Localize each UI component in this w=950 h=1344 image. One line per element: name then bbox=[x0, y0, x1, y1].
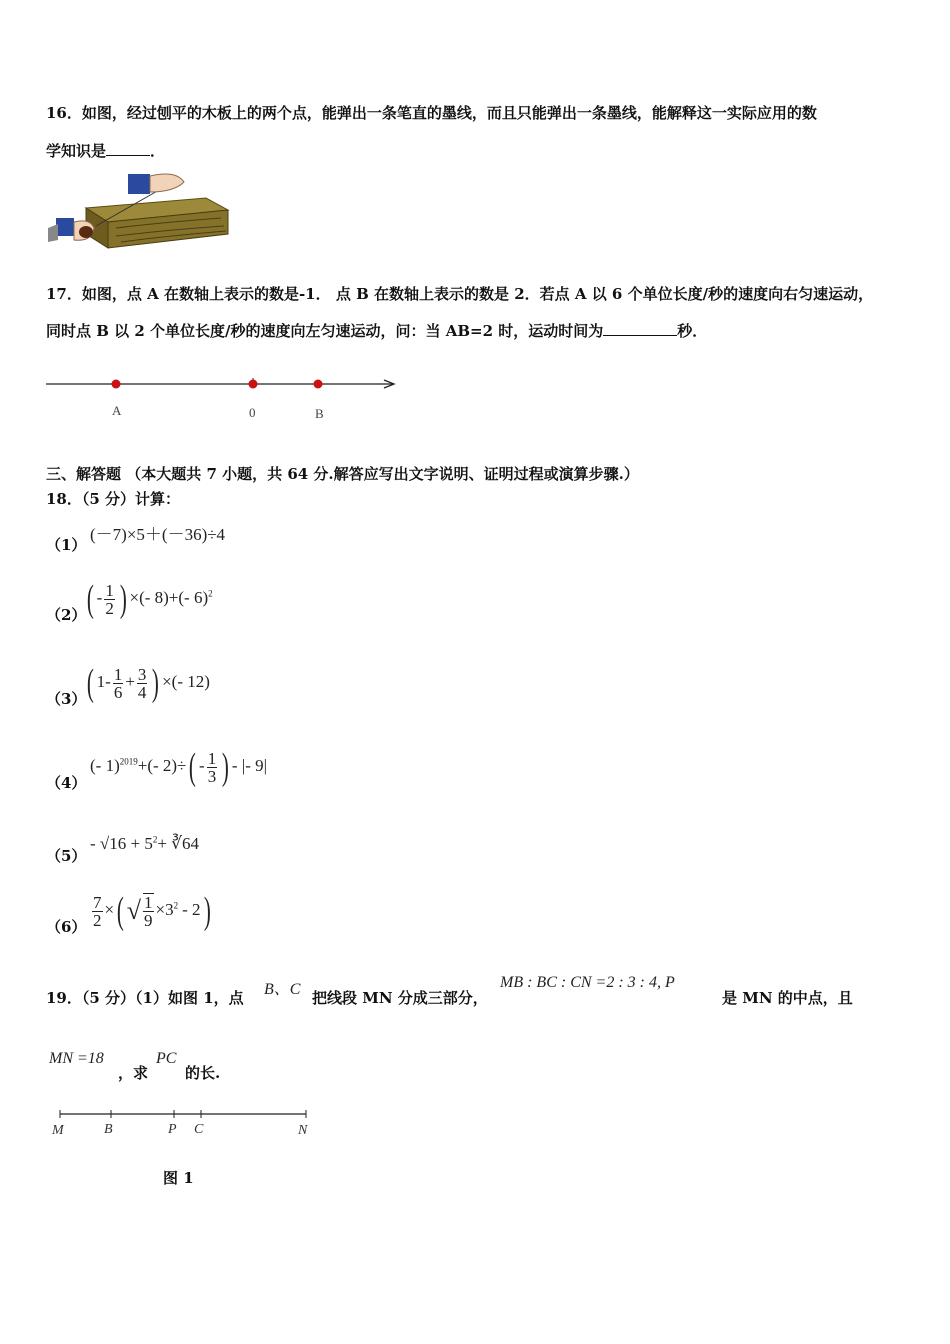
q18-item2-expr bbox=[84, 580, 213, 618]
q18-4-b: +(- 2)÷ bbox=[137, 755, 187, 775]
figure-1-caption: 图 1 bbox=[163, 1169, 194, 1187]
q17-answer-blank[interactable] bbox=[603, 321, 677, 336]
q18-6-rest: ×3 bbox=[155, 899, 174, 919]
q16-line1: 16．如图，经过刨平的木板上的两个点，能弹出一条笔直的墨线，而且只能弹出一条墨线，能解释这一实际应用的数 bbox=[46, 104, 817, 122]
number-line bbox=[44, 372, 400, 422]
q18-6-num: 7 bbox=[93, 892, 102, 912]
q18-title: 18．（5 分）计算： bbox=[46, 490, 181, 508]
wood-board-illustration bbox=[46, 168, 231, 252]
q18-6-den: 2 bbox=[93, 910, 102, 930]
label-p: P bbox=[168, 1122, 177, 1137]
paren-close: ) bbox=[119, 578, 127, 620]
point-b bbox=[314, 380, 323, 389]
q18-4-exp: 2019 bbox=[119, 756, 138, 767]
q18-item2-label: （2） bbox=[46, 606, 87, 624]
q17-line1: 17．如图，点 A 在数轴上表示的数是-1． 点 B 在数轴上表示的数是 2．若点 A 以 6 个单位长度/秒的速度向右匀速运动， bbox=[46, 285, 874, 303]
q18-item3-label: （3） bbox=[46, 690, 87, 708]
label-c: C bbox=[194, 1122, 204, 1137]
q18-3-den1: 6 bbox=[113, 682, 123, 702]
q18-6-fraction bbox=[92, 894, 103, 929]
q19-mn: MN =18 bbox=[49, 1050, 104, 1067]
q18-6-root-fraction bbox=[143, 893, 154, 929]
q19-suffix: 是 MN 的中点，且 bbox=[722, 989, 853, 1007]
label-m: M bbox=[52, 1123, 64, 1138]
q17-line2-end: 秒． bbox=[677, 322, 708, 340]
q17-line2 bbox=[46, 320, 707, 341]
q18-item6-expr bbox=[90, 892, 213, 930]
q18-5-a: - √16 + 5 bbox=[90, 834, 153, 853]
label-b: B bbox=[104, 1122, 113, 1137]
point-o bbox=[249, 380, 258, 389]
q18-item5-expr bbox=[90, 834, 199, 854]
paren-open: ( bbox=[116, 890, 124, 932]
q18-5-b: + ∛64 bbox=[157, 834, 200, 853]
q18-item1-label: （1） bbox=[46, 536, 87, 554]
q18-2-den: 2 bbox=[105, 598, 114, 618]
q18-3-num1: 1 bbox=[113, 664, 123, 684]
paren-close: ) bbox=[152, 662, 160, 704]
q18-2-fraction bbox=[104, 582, 115, 617]
q18-item5-label: （5） bbox=[46, 847, 87, 865]
paren-close: ) bbox=[203, 890, 211, 932]
q16-answer-blank[interactable] bbox=[106, 141, 150, 156]
q19-ask-end: 的长. bbox=[185, 1064, 221, 1082]
q18-3-plus: + bbox=[125, 671, 135, 691]
label-n: N bbox=[298, 1123, 308, 1138]
q18-item6-label: （6） bbox=[46, 918, 87, 936]
q19-pc: PC bbox=[156, 1050, 177, 1067]
q18-4-num: 1 bbox=[207, 748, 217, 768]
paren-open: ( bbox=[189, 746, 197, 788]
point-a bbox=[112, 380, 121, 389]
q18-2-exp: 2 bbox=[208, 588, 213, 599]
q16-line2-end: ． bbox=[150, 142, 166, 160]
q19-mid: 把线段 MN 分成三部分， bbox=[312, 989, 488, 1007]
ink-pot bbox=[79, 226, 93, 238]
q18-item4-label: （4） bbox=[46, 774, 87, 792]
q18-3-fraction1 bbox=[113, 666, 124, 701]
q18-3-fraction2 bbox=[137, 666, 148, 701]
q18-2-rest: ×(- 8)+(- 6) bbox=[129, 587, 209, 607]
segment-mn-figure bbox=[44, 1104, 324, 1140]
left-hand bbox=[48, 224, 58, 242]
right-sleeve bbox=[128, 174, 150, 194]
q18-item4-expr bbox=[90, 748, 267, 786]
q17-line2-text: 同时点 B 以 2 个单位长度/秒的速度向左匀速运动，问：当 AB=2 时，运动时间为 bbox=[46, 322, 604, 340]
right-hand bbox=[150, 174, 184, 192]
paren-close: ) bbox=[222, 746, 230, 788]
label-a: A bbox=[112, 403, 122, 418]
section-3-title: 三、解答题 （本大题共 7 小题，共 64 分.解答应写出文字说明、证明过程或演算步骤.） bbox=[46, 465, 639, 483]
q18-3-den2: 4 bbox=[137, 682, 147, 702]
q16-line2 bbox=[46, 140, 165, 161]
left-sleeve bbox=[56, 218, 74, 236]
q19-ratio: MB : BC : CN =2 : 3 : 4, P bbox=[500, 974, 675, 991]
q18-2-num: 1 bbox=[105, 580, 114, 600]
q18-2-minus: - bbox=[96, 587, 103, 607]
q18-3-rest: ×(- 12) bbox=[162, 671, 210, 691]
q18-item1-expr: (－7)×5＋(－36)÷4 bbox=[90, 525, 226, 544]
q18-6-tail: - 2 bbox=[182, 899, 201, 919]
paren-open: ( bbox=[86, 578, 94, 620]
q18-4-d: - |- 9| bbox=[231, 755, 268, 775]
sqrt-sign: √ bbox=[126, 896, 142, 925]
q18-3-a: 1- bbox=[96, 671, 111, 691]
label-o: 0 bbox=[249, 405, 256, 420]
q18-6-rden: 9 bbox=[144, 911, 153, 930]
paren-open: ( bbox=[86, 662, 94, 704]
label-b: B bbox=[315, 406, 324, 421]
q18-6-exp: 2 bbox=[173, 900, 179, 911]
q18-5-exp: 2 bbox=[152, 834, 158, 845]
q19-ask: ，求 bbox=[118, 1064, 149, 1082]
q19-points-bc: B、C bbox=[264, 981, 301, 998]
q18-6-rnum: 1 bbox=[144, 893, 153, 912]
q18-6-times: × bbox=[104, 899, 115, 919]
q18-item3-expr bbox=[84, 664, 210, 702]
q19-prefix: 19．（5 分）（1）如图 1，点 bbox=[46, 989, 244, 1007]
q18-4-den: 3 bbox=[207, 766, 217, 786]
q18-3-num2: 3 bbox=[137, 664, 147, 684]
q18-4-fraction bbox=[207, 750, 218, 785]
q18-4-c: - bbox=[199, 755, 205, 775]
q18-4-a: (- 1) bbox=[90, 755, 120, 775]
q16-line2-text: 学知识是 bbox=[46, 142, 107, 160]
